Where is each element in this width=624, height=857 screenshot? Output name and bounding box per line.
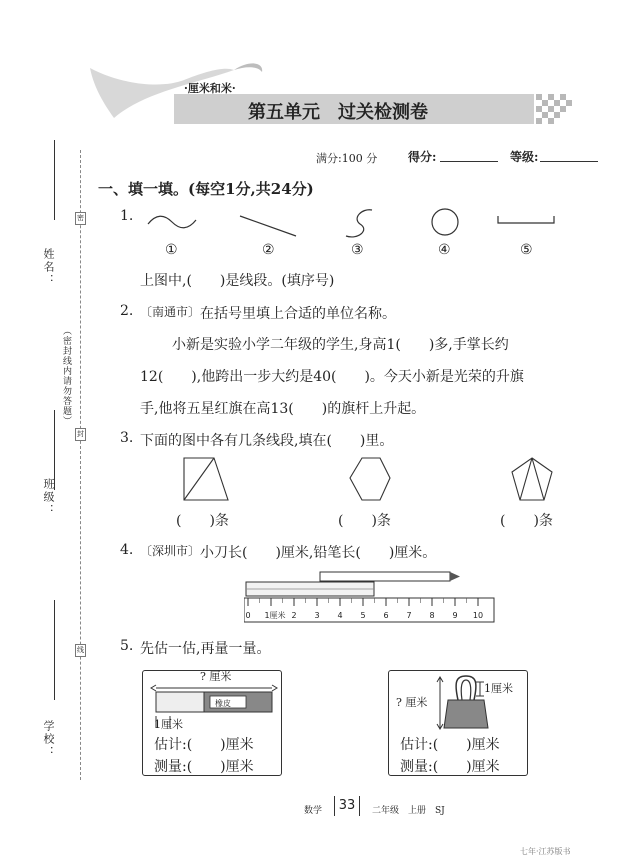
page-number: 33 [334,796,360,816]
seal-mark-2: 封 [75,428,86,441]
ruler-tick-7: 7 [406,611,412,620]
q2-line-3: 手,他将五星红旗在高13( )的旗杆上升起。 [140,401,426,417]
q5-prompt: 先估一估,再量一量。 [140,641,271,657]
score-blank[interactable] [440,161,498,162]
ruler-tick-3: 3 [314,611,320,620]
q1-number: 1. [120,208,134,224]
q2-prompt: 在括号里填上合适的单位名称。 [200,306,396,322]
ruler-tick-6: 6 [383,611,389,620]
pentagon-figure [512,458,552,500]
bracket-figure [498,216,554,223]
q2-line-1: 小新是实验小学二年级的学生,身高1( )多,手掌长约 [172,337,509,353]
q4-ruler-figure [244,568,496,626]
q5-left-measure: 测量:( )厘米 [154,759,254,775]
q1-label-3: ③ [351,242,364,258]
ruler-tick-10: 10 [472,611,484,620]
q5-right-measure: 测量:( )厘米 [400,759,500,775]
wavy-curve-figure [148,216,196,228]
seal-mark-1: 密 [75,212,86,225]
q3-answer-1: ( )条 [176,513,229,529]
name-line[interactable] [54,140,55,220]
circle-figure [432,209,458,235]
ruler-tick-8: 8 [429,611,435,620]
footer-corner: 七年·江苏版书 [520,847,571,856]
unit-subtitle: ·厘米和米· [184,82,236,95]
footer-subject: 数学 [304,806,323,816]
page-title: 第五单元 过关检测卷 [248,102,428,123]
q2-line-2: 12( ),他跨出一步大约是40( )。今天小新是光荣的升旗 [140,369,524,385]
class-label: 班级： [42,478,55,517]
eraser-text: 橡皮 [215,699,231,708]
q1-figures [140,200,570,244]
q1-label-1: ① [165,242,178,258]
q5-left-top-label: ? 厘米 [200,670,232,683]
school-label: 学校： [42,720,55,759]
ruler-tick-1: 1厘米 [264,611,286,620]
q4-number: 4. [120,542,134,558]
q4-region-tag: 〔深圳市〕 [140,544,201,558]
ruler-tick-9: 9 [452,611,458,620]
q5-number: 5. [120,638,134,654]
grade-label: 等级: [510,150,539,164]
seal-mark-3: 线 [75,644,86,657]
full-score: 满分:100 分 [316,152,378,165]
pencil-figure [320,572,450,581]
q5-right-estimate: 估计:( )厘米 [400,737,500,753]
seal-note: （密封线内请勿答题） [61,326,71,426]
q5-right-left-label: ? 厘米 [396,696,428,709]
q2-number: 2. [120,303,134,319]
q1-label-5: ⑤ [520,242,533,258]
ruler-tick-5: 5 [360,611,366,620]
name-label: 姓名： [42,248,55,287]
q5-right-unit-label: 1厘米 [484,682,513,695]
ruler-tick-4: 4 [337,611,343,620]
q3-prompt: 下面的图中各有几条线段,填在( )里。 [140,433,394,449]
ruler-tick-2: 2 [291,611,297,620]
s-curve-figure [346,210,372,237]
school-line[interactable] [54,600,55,700]
segment-figure [240,216,296,236]
q1-label-2: ② [262,242,275,258]
q1-label-4: ④ [438,242,451,258]
q4-prompt: 小刀长( )厘米,铅笔长( )厘米。 [200,545,437,561]
q1-question: 上图中,( )是线段。(填序号) [140,273,335,289]
hexagon-figure [350,458,390,500]
grade-blank[interactable] [540,161,598,162]
q3-answer-2: ( )条 [338,513,391,529]
q3-answer-3: ( )条 [500,513,553,529]
q5-left-unit-label: 1厘米 [154,718,183,731]
ruler-tick-0: 0 [245,611,251,620]
q3-figures [176,454,576,506]
q5-left-estimate: 估计:( )厘米 [154,737,254,753]
seal-line [80,150,81,780]
footer-info: 二年级 上册 SJ [372,806,445,816]
section-heading: 一、填一填。(每空1分,共24分) [98,180,314,198]
q3-number: 3. [120,430,134,446]
score-label: 得分: [408,150,437,164]
trapezoid-figure [184,458,228,500]
q2-region-tag: 〔南通市〕 [140,305,201,319]
